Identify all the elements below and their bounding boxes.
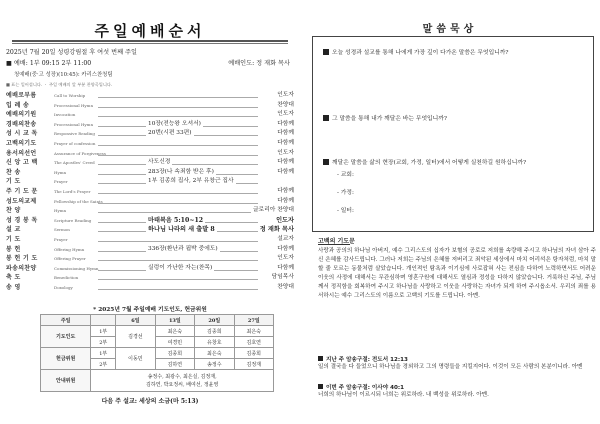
dotted-leader xyxy=(98,155,258,156)
order-item xyxy=(6,110,294,120)
dotted-leader xyxy=(98,193,258,194)
order-item xyxy=(6,273,294,283)
duty-cell: 김하연 xyxy=(155,359,194,370)
order-item-name: 파송의찬양 xyxy=(6,264,37,272)
order-item-name: 고백의기도 xyxy=(6,139,37,147)
order-item-english: Invocation xyxy=(54,112,76,118)
order-item-leader: 인도자 xyxy=(275,254,294,264)
order-item-name: 성도의교제 xyxy=(6,197,37,205)
page-title: 주일예배순서 xyxy=(94,22,206,40)
order-item xyxy=(6,235,294,245)
order-item-name: 봉 헌 xyxy=(6,245,21,253)
order-item xyxy=(6,187,294,197)
table-row xyxy=(41,326,274,337)
order-item-name: 기 도 xyxy=(6,235,21,243)
order-item xyxy=(6,129,294,139)
order-item-detail: 실렁이 가난한 자는(찬목) xyxy=(146,264,214,274)
order-item-detail: 336장(환난과 핍박 중에도) xyxy=(146,245,220,255)
order-item-name: 예배로부름 xyxy=(6,92,37,99)
order-item-detail: 1부 김종희 집사, 2부 유창근 집사 xyxy=(146,177,236,187)
order-item-leader: 다함께 xyxy=(275,187,294,197)
order-item-leader: 찬양대 xyxy=(275,101,294,111)
duty-header-cell: 20일 xyxy=(195,315,234,326)
duty-first-week: 이동민 xyxy=(116,348,155,370)
dotted-leader xyxy=(98,212,258,213)
order-item-leader: 찬양대 xyxy=(275,283,294,293)
order-item-leader: 정 재화 목사 xyxy=(259,226,294,234)
order-item-english: Scripture Reading xyxy=(54,217,92,223)
question-2: 그 말씀을 통해 내가 깨달은 바는 무엇입니까? xyxy=(323,113,447,122)
order-item xyxy=(6,216,294,226)
order-item-leader: 글로리아 찬양대 xyxy=(251,206,294,216)
last-week-verse: 지난 주 암송구절: 전도서 12:13 일의 결국을 다 들었으니 하나님을 경외하고 그의 명령들을 지킬지어다. 이것이 모든 사람의 본분이니라. 아멘 xyxy=(318,357,583,370)
order-of-worship xyxy=(6,91,294,292)
duty-first-week: 김경선 xyxy=(116,326,155,348)
dotted-leader xyxy=(98,260,258,261)
order-item-english: Processional Hymn xyxy=(54,102,94,108)
order-item-leader: 다함께 xyxy=(275,197,294,207)
meditation-box xyxy=(312,36,594,232)
order-item-leader: 다함께 xyxy=(275,264,294,274)
square-bullet-icon xyxy=(318,384,323,389)
order-item-detail: 사도신경 xyxy=(146,158,172,168)
order-item xyxy=(6,225,294,235)
order-item-leader: 설교자 xyxy=(275,235,294,245)
order-item-name: 성 시 교 독 xyxy=(6,130,38,138)
order-item-name: 경배의찬송 xyxy=(6,120,37,128)
youth-service: 청예배(중·고 성장)(10:45): 카리스찬청팀 xyxy=(14,72,113,78)
duty-role: 기도인도 xyxy=(41,326,91,348)
order-item-leader: 다함께 xyxy=(275,129,294,139)
order-item-leader: 다함께 xyxy=(275,158,294,168)
order-item-name: 예배의기원 xyxy=(6,111,37,119)
order-item-english: Commissioning Hymn xyxy=(54,265,99,271)
duty-header-cell: 27일 xyxy=(234,315,273,326)
meditation-panel xyxy=(300,0,600,424)
order-item-english: The Apostles' Creed xyxy=(54,160,95,166)
duty-cell: 최은숙 xyxy=(155,326,194,337)
duty-cell: 김종희 xyxy=(234,348,273,359)
duty-cell: 유창호 xyxy=(195,337,234,348)
duty-cell: 김호연 xyxy=(234,337,273,348)
duty-cell: 여경민 xyxy=(155,337,194,348)
order-item-name: 신 앙 고 백 xyxy=(6,159,38,167)
order-item-name: 찬 양 xyxy=(6,207,21,215)
order-item xyxy=(6,254,294,264)
order-item-english: Hymn xyxy=(54,208,67,214)
order-item-english: Responsive Reading xyxy=(54,131,95,137)
duty-header-row xyxy=(41,315,274,326)
dotted-leader xyxy=(98,116,258,117)
guide-names: 송정수, 최광수, 최은실, 김정재, 김하연, 박요정씨, 배여선, 정윤영 xyxy=(91,370,274,392)
order-item-name: 봉 헌 기 도 xyxy=(6,255,38,263)
this-week-verse: 이번 주 암송구절: 이사야 40:1 너희의 하나님이 이르시되 너희는 위로하라. 내 백성을 위로하라. 아멘. xyxy=(318,385,489,398)
checkbox-icon xyxy=(323,159,329,165)
confession-prayer-title: 고백의 기도문 xyxy=(318,238,355,245)
duty-cell: 김종희 xyxy=(155,348,194,359)
duty-header-cell: 13일 xyxy=(155,315,194,326)
meditation-title: 말씀묵상 xyxy=(422,24,478,35)
duty-role: 헌금위원 xyxy=(41,348,91,370)
order-item-english: Offering Hymn xyxy=(54,246,85,252)
square-bullet-icon xyxy=(318,356,323,361)
order-item-leader: 다함께 xyxy=(275,168,294,178)
duty-service: 2부 xyxy=(91,337,116,348)
order-item-name: 기 도 xyxy=(6,178,21,186)
order-item-leader: 다함께 xyxy=(275,120,294,130)
order-item-detail: 마태복음 5:10~12 xyxy=(148,216,204,224)
order-item xyxy=(6,101,294,111)
worship-leader: 예배인도: 정 재화 목사 xyxy=(228,60,290,67)
order-item-leader: 다함께 xyxy=(275,245,294,255)
order-item-leader: 인도자 xyxy=(275,110,294,120)
order-item xyxy=(6,245,294,255)
order-item-leader: 다함께 xyxy=(275,139,294,149)
order-item-name: 축 도 xyxy=(6,274,21,282)
order-item xyxy=(6,139,294,149)
order-item-leader: 인도자 xyxy=(276,216,294,224)
order-item-english: Prayer xyxy=(54,236,68,242)
order-note: ■ 표는 일어섭니다. ㆍ 주일 예배의 앞 부분 찬양곡입니다. xyxy=(6,82,113,87)
duty-cell: 김종희 xyxy=(195,326,234,337)
order-item-detail: 283장(나 속죄함 받은 후) xyxy=(146,168,216,178)
service-times-text: ■ 예배: 1부 09:15 2부 11:00 xyxy=(6,60,92,67)
next-sermon: 다음 주 설교: 세상의 소금(마 5:13) xyxy=(101,398,199,405)
order-item-name: 성 경 봉 독 xyxy=(6,216,38,224)
order-item-name: 용서의선언 xyxy=(6,149,37,157)
duty-cell: 김정재 xyxy=(234,359,273,370)
order-item-english: Doxology xyxy=(54,284,73,290)
order-item-english: Hymn xyxy=(54,169,67,175)
order-item xyxy=(6,168,294,178)
service-times xyxy=(6,58,296,67)
duty-service: 1부 xyxy=(91,326,116,337)
order-item xyxy=(6,283,294,293)
order-item xyxy=(6,177,294,187)
order-item-english: Prayer xyxy=(54,179,68,185)
dotted-leader xyxy=(98,203,258,204)
dotted-leader xyxy=(98,241,258,242)
duty-table-title: * 2025년 7월 주일예배 기도인도, 헌금위원 xyxy=(93,307,207,313)
duty-service: 2부 xyxy=(91,359,116,370)
order-item-english: Fellowship of the Saints xyxy=(54,198,103,204)
order-item xyxy=(6,158,294,168)
order-item xyxy=(6,91,294,101)
order-item-leader: 담임목사 xyxy=(270,273,294,283)
confession-prayer-text: 사랑과 공의의 하나님 아버지, 예수 그리스도의 십자가 보혈의 공로로 저희를 속량해 주시고 하나님의 자녀 삼아 주신 은혜를 감사드립니다. 그러나 저희는 주님의 은혜를 저버리고 죄악된 세상에서 마치 어리석은 탕자처럼, 마치 말할 줄 모르는 동물처럼 살았습니다. 개인적인 탐욕과 이기심에 사로잡혀 사는 전심을 다하여 노력하면서도 어려운 이웃의 사정에 대해서는 무관심하며 영혼구원에 대해서도 열심과 정성을 다하지 않았습니다. 거룩하신 주님, 주님께서 정직함을 회복하여 주시고 하나님을 사랑하고 이웃을 사랑하는 자녀가 되게 하여 주시옵소서. 우리의 죄를 용서하시는 예수 그리스도의 이름으로 고백의 기도를 드립니다. 아멘. xyxy=(318,248,596,300)
duty-cell: 최은숙 xyxy=(234,326,273,337)
dotted-leader xyxy=(98,145,258,146)
answer-home: - 가정: xyxy=(337,190,354,196)
order-item-english: Sermon xyxy=(54,227,70,233)
answer-church: - 교회: xyxy=(337,172,354,178)
dotted-leader xyxy=(98,289,258,290)
question-1: 오늘 성경과 설교를 통해 나에게 가장 깊이 다가온 말씀은 무엇입니까? xyxy=(323,47,509,56)
dotted-leader xyxy=(98,164,258,165)
table-row xyxy=(41,348,274,359)
order-item xyxy=(6,206,294,216)
order-item xyxy=(6,264,294,274)
checkbox-icon xyxy=(323,115,329,121)
order-item-detail: 10장(전능왕 오셔서) xyxy=(146,120,203,130)
order-item-name: 찬 송 xyxy=(6,168,21,176)
order-item-english: Call to Worship xyxy=(54,93,86,98)
dotted-leader xyxy=(98,107,258,108)
prayer-underline xyxy=(318,244,350,245)
order-item xyxy=(6,197,294,207)
checkbox-icon xyxy=(323,49,329,55)
order-item-english: The Lord's Prayer xyxy=(54,188,91,194)
order-item-english: Prayer of confession xyxy=(54,140,96,146)
order-item-english: Processional Hymn xyxy=(54,121,94,127)
order-item-name: 송 영 xyxy=(6,283,21,291)
duty-header-cell: 주일 xyxy=(41,315,91,326)
order-item-english: Assurance of Forgiveness xyxy=(54,150,106,156)
answer-work: - 일터: xyxy=(337,208,354,214)
order-item-name: 입 례 송 xyxy=(6,101,30,109)
table-row xyxy=(41,370,274,392)
duty-header-cell: 6일 xyxy=(116,315,155,326)
order-item xyxy=(6,120,294,130)
service-date: 2025년 7월 20일 성령강림절 후 여섯 번째 주일 xyxy=(6,49,137,56)
duty-cell: 송정수 xyxy=(195,359,234,370)
duty-cell: 최은숙 xyxy=(195,348,234,359)
order-item-leader: 인도자 xyxy=(275,91,294,101)
order-item-english: Offering Prayer xyxy=(54,256,86,262)
dotted-leader xyxy=(98,279,258,280)
dotted-leader xyxy=(98,97,258,98)
order-item-name: 설 교 xyxy=(6,226,21,234)
duty-header-cell xyxy=(91,315,116,326)
order-item-english: Benediction xyxy=(54,275,79,281)
duty-table xyxy=(40,314,274,392)
order-item xyxy=(6,149,294,159)
title-divider xyxy=(12,40,288,44)
order-item-leader: 인도자 xyxy=(275,149,294,159)
order-item-name: 주 기 도 문 xyxy=(6,187,38,195)
order-item-detail: 하나님 나라의 새 출발 8 xyxy=(148,226,215,234)
question-3: 깨달은 말씀을 삶의 현장(교회, 가정, 일터)에서 어떻게 실천하길 원하십니까? xyxy=(323,157,526,166)
duty-role: 안내위원 xyxy=(41,370,91,392)
order-item-detail: 20번(시편 33편) xyxy=(146,129,194,139)
duty-service: 1부 xyxy=(91,348,116,359)
